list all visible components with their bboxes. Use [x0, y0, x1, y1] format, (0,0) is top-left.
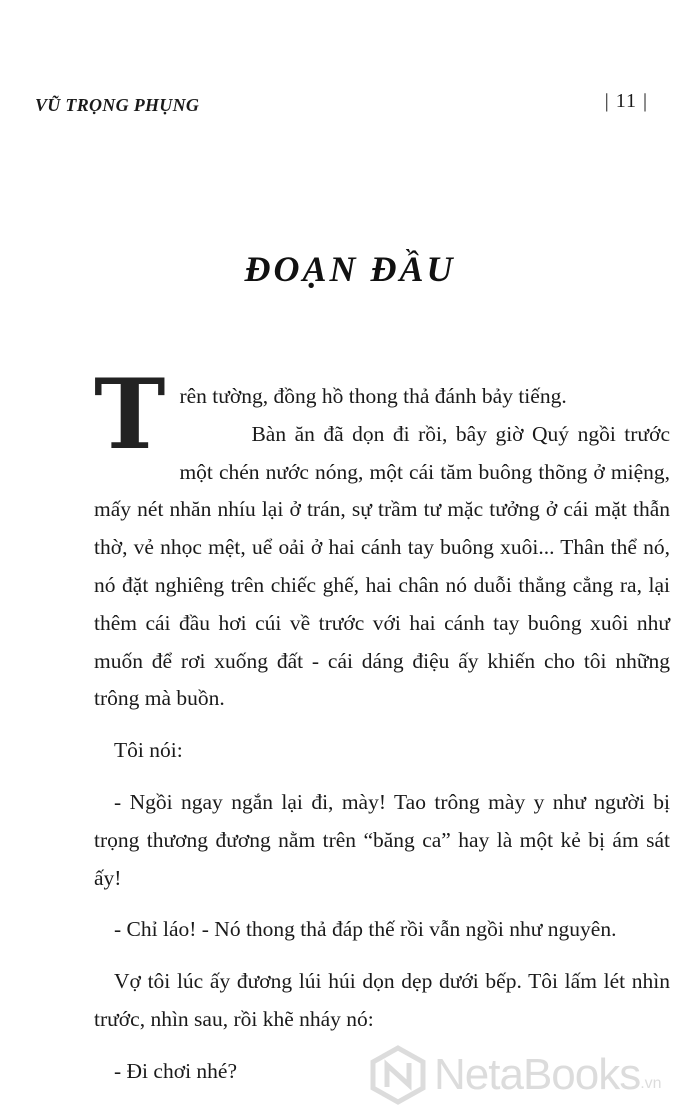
paragraph: Vợ tôi lúc ấy đương lúi húi dọn dẹp dưới bếp. Tôi lấm lét nhìn trước, nhìn sau, rồi khẽ nháy nó:	[94, 969, 670, 1031]
paragraph: Tôi nói:	[114, 738, 183, 763]
opening-line: rên tường, đồng hồ thong thả đánh bảy tiếng.	[179, 384, 567, 408]
body-text	[94, 358, 670, 1105]
page-number: | 11 |	[604, 90, 648, 112]
opening-continuation: Bàn ăn đã dọn đi rồi, bây giờ Quý ngồi trước một chén nước nóng, một cái tăm buông thõng ở miệng, mấy nét nhăn nhíu lại ở trán, sự trầm tư mặc tưởng ở cái mặt thẫn thờ, vẻ nhọc mệt, uể oải ở hai cánh tay buông xuôi... Thân thể nó, nó đặt nghiêng trên chiếc ghế, hai chân nó duỗi thẳng cẳng ra, lại thêm cái đầu hơi cúi về trước với hai cánh tay buông xuôi như muốn để rơi xuống đất - cái dáng điệu ấy khiến cho tôi những trông mà buồn.	[94, 421, 670, 711]
watermark-suffix: .vn	[640, 1075, 662, 1092]
paragraph: - Đi chơi nhé?	[114, 1058, 238, 1083]
paragraph: - Chỉ láo! - Nó thong thả đáp thế rồi vẫn ngồi như nguyên.	[114, 917, 617, 942]
watermark-brand: NetaBooks	[434, 1050, 641, 1099]
drop-cap: T	[94, 358, 166, 471]
netabooks-logo-icon	[368, 1045, 428, 1105]
paragraph-opening	[94, 358, 670, 718]
watermark	[368, 1045, 688, 1105]
paragraph: - Ngồi ngay ngắn lại đi, mày! Tao trông mày y như người bị trọng thương đương nằm trên “băng ca” hay là một kẻ bị ám sát ấy!	[94, 789, 670, 890]
running-head-author: VŨ TRỌNG PHỤNG	[35, 95, 200, 115]
chapter-title: ĐOẠN ĐẦU	[244, 249, 456, 289]
